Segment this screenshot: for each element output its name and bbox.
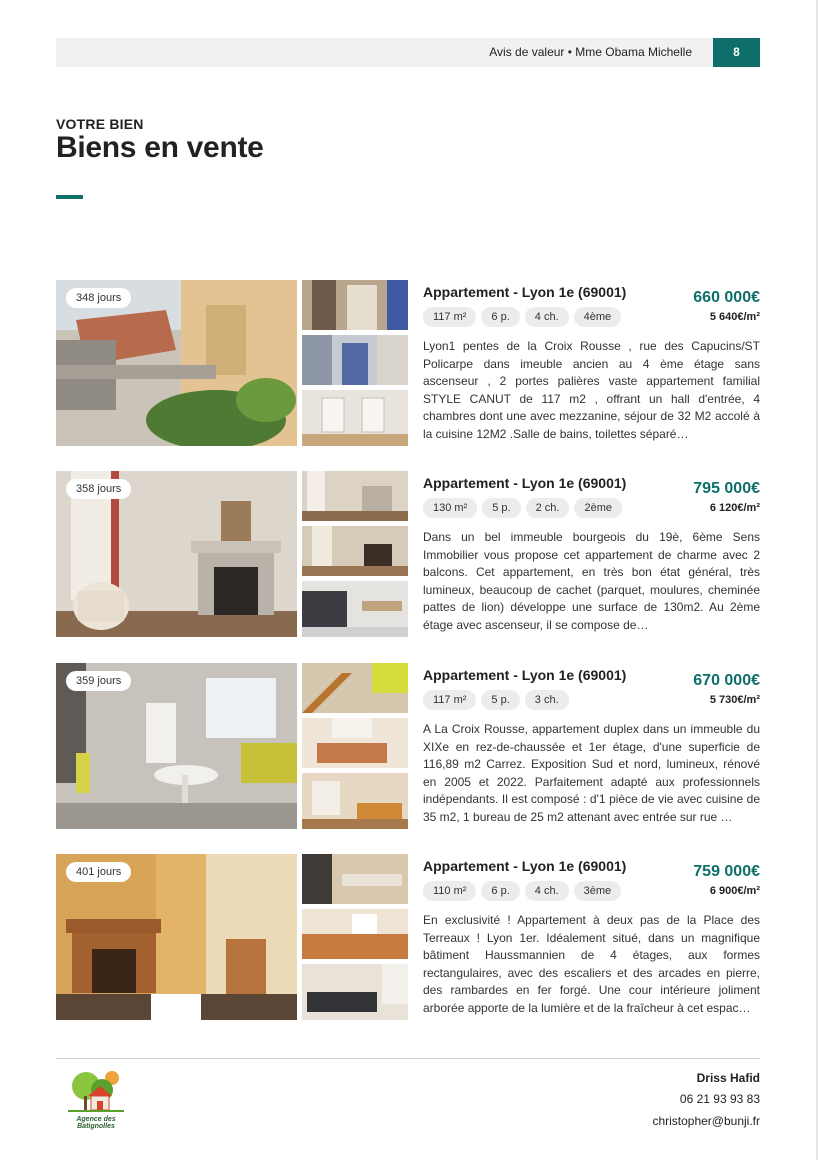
footer-divider bbox=[56, 1058, 760, 1059]
listing-thumbnail[interactable] bbox=[302, 663, 408, 713]
listing-price: 660 000€ bbox=[693, 289, 760, 306]
agency-logo bbox=[58, 1066, 134, 1128]
photo-salon-2 bbox=[302, 526, 408, 576]
photo-empty-room bbox=[302, 390, 408, 446]
feature-chip-surface: 117 m² bbox=[423, 307, 476, 327]
listing-main-photo[interactable] bbox=[56, 280, 297, 446]
feature-chip-bedrooms: 3 ch. bbox=[525, 690, 569, 710]
listing-title[interactable]: Appartement - Lyon 1e (69001) bbox=[423, 667, 627, 683]
listing-thumbnail[interactable] bbox=[302, 964, 408, 1020]
page-number: 8 bbox=[713, 38, 760, 67]
listing-main-photo[interactable] bbox=[56, 854, 297, 1020]
listing-card[interactable] bbox=[56, 471, 760, 637]
feature-chip-surface: 110 m² bbox=[423, 881, 476, 901]
listing-price-per-m2: 5 640€/m² bbox=[709, 311, 760, 323]
section-eyebrow: VOTRE BIEN bbox=[56, 116, 144, 132]
listing-price-per-m2: 5 730€/m² bbox=[709, 694, 760, 706]
listing-card[interactable] bbox=[56, 280, 760, 446]
feature-chip-rooms: 5 p. bbox=[482, 498, 520, 518]
listing-price-per-m2: 6 120€/m² bbox=[709, 502, 760, 514]
header-bar bbox=[56, 38, 760, 67]
listing-card[interactable] bbox=[56, 663, 760, 829]
listing-title[interactable]: Appartement - Lyon 1e (69001) bbox=[423, 475, 627, 491]
listing-price: 670 000€ bbox=[693, 672, 760, 689]
listing-features bbox=[423, 498, 622, 518]
listing-features bbox=[423, 881, 621, 901]
listing-thumbnail[interactable] bbox=[302, 280, 408, 330]
photo-lounge bbox=[302, 773, 408, 829]
feature-chip-bedrooms: 4 ch. bbox=[525, 307, 569, 327]
feature-chip-floor: 4ème bbox=[574, 307, 622, 327]
listing-features bbox=[423, 690, 569, 710]
listing-main-photo[interactable] bbox=[56, 471, 297, 637]
listing-description: En exclusivité ! Appartement à deux pas de la Place des Terreaux ! Lyon 1er. Idéalement situé, dans un magnifique bâtiment Haussmannien de 4 étages, aux formes rectangulaires, avec des escaliers et des arcades en pierre, des rambardes en fer forgé. Une cour intérieure joliment arborée apporte de la lumière et de la fraîcheur à cet espac… bbox=[423, 913, 760, 1015]
days-on-market-badge: 348 jours bbox=[66, 288, 131, 308]
feature-chip-bedrooms: 4 ch. bbox=[525, 881, 569, 901]
listing-thumbnail[interactable] bbox=[302, 335, 408, 385]
listing-thumbnail[interactable] bbox=[302, 773, 408, 829]
feature-chip-surface: 130 m² bbox=[423, 498, 477, 518]
listing-thumbnail[interactable] bbox=[302, 526, 408, 576]
listing-main-photo[interactable] bbox=[56, 663, 297, 829]
agency-logo-text: Agence des Batignolles bbox=[76, 1116, 116, 1130]
listing-title[interactable]: Appartement - Lyon 1e (69001) bbox=[423, 858, 627, 874]
days-on-market-badge: 358 jours bbox=[66, 479, 131, 499]
listing-description: Dans un bel immeuble bourgeois du 19è, 6ème Sens Immobilier vous propose cet appartement de charme avec 2 balcons. Cet appartement, en très bon état général, très lumineux, beaucoup de cachet (parquet, moulures, cheminée pattes de lion) développe une surface de 130m2. Au 2ème étage avec ascenseur, il se compose de… bbox=[423, 530, 760, 632]
feature-chip-rooms: 5 p. bbox=[481, 690, 519, 710]
photo-kitchen-2 bbox=[302, 854, 408, 904]
contact-email[interactable]: christopher@bunji.fr bbox=[652, 1114, 760, 1128]
feature-chip-rooms: 6 p. bbox=[481, 307, 519, 327]
days-on-market-badge: 401 jours bbox=[66, 862, 131, 882]
listing-thumbnail[interactable] bbox=[302, 854, 408, 904]
page-title: Biens en vente bbox=[56, 131, 264, 164]
contact-name: Driss Hafid bbox=[696, 1071, 760, 1085]
feature-chip-floor: 2ème bbox=[574, 498, 622, 518]
photo-hallway bbox=[302, 335, 408, 385]
listing-thumbnail[interactable] bbox=[302, 390, 408, 446]
feature-chip-bedrooms: 2 ch. bbox=[526, 498, 570, 518]
listing-thumbnail[interactable] bbox=[302, 909, 408, 959]
house-tree-logo-icon bbox=[58, 1066, 134, 1116]
listing-card[interactable] bbox=[56, 854, 760, 1020]
listing-price-per-m2: 6 900€/m² bbox=[709, 885, 760, 897]
listing-features bbox=[423, 307, 621, 327]
photo-bedroom bbox=[302, 718, 408, 768]
feature-chip-floor: 3ème bbox=[574, 881, 622, 901]
listing-title[interactable]: Appartement - Lyon 1e (69001) bbox=[423, 284, 627, 300]
photo-salon bbox=[302, 471, 408, 521]
title-accent-bar bbox=[56, 195, 83, 199]
listing-description: Lyon1 pentes de la Croix Rousse , rue des Capucins/ST Policarpe dans imeuble ancien au 4 ème étage sans ascenseur , 2 portes palières vaste appartement familial STYLE CANUT de 117 m2 , offrant un hall d'entrée, 4 chambres dont une avec mezzanine, séjour de 32 M2 accolé à la cuisine 12M2 .Salle de bains, toilettes séparé… bbox=[423, 339, 760, 441]
photo-sofa bbox=[302, 964, 408, 1020]
listing-description: A La Croix Rousse, appartement duplex dans un immeuble du XIXe en rez-de-chaussée et 1er étage, d'une superficie de 116,89 m2 Carrez. Exposition Sud et nord, lumineux, rénové en 2005 et 2022. Parfaitement adapté aux professionnels indépendants. Il est composé : d'1 pièce de vie avec cuisine de 35 m2, 1 bureau de 25 m2 attenant avec entrée sur rue … bbox=[423, 722, 760, 824]
listing-price: 795 000€ bbox=[693, 480, 760, 497]
days-on-market-badge: 359 jours bbox=[66, 671, 131, 691]
photo-kitchen-3 bbox=[302, 909, 408, 959]
contact-phone[interactable]: 06 21 93 93 83 bbox=[679, 1092, 760, 1106]
feature-chip-rooms: 6 p. bbox=[481, 881, 519, 901]
header-text: Avis de valeur • Mme Obama Michelle bbox=[489, 45, 692, 59]
listing-thumbnail[interactable] bbox=[302, 718, 408, 768]
listing-thumbnail[interactable] bbox=[302, 581, 408, 637]
feature-chip-surface: 117 m² bbox=[423, 690, 476, 710]
listing-thumbnail[interactable] bbox=[302, 471, 408, 521]
listing-price: 759 000€ bbox=[693, 863, 760, 880]
photo-kitchen bbox=[302, 581, 408, 637]
photo-staircase bbox=[302, 663, 408, 713]
photo-corridor bbox=[302, 280, 408, 330]
